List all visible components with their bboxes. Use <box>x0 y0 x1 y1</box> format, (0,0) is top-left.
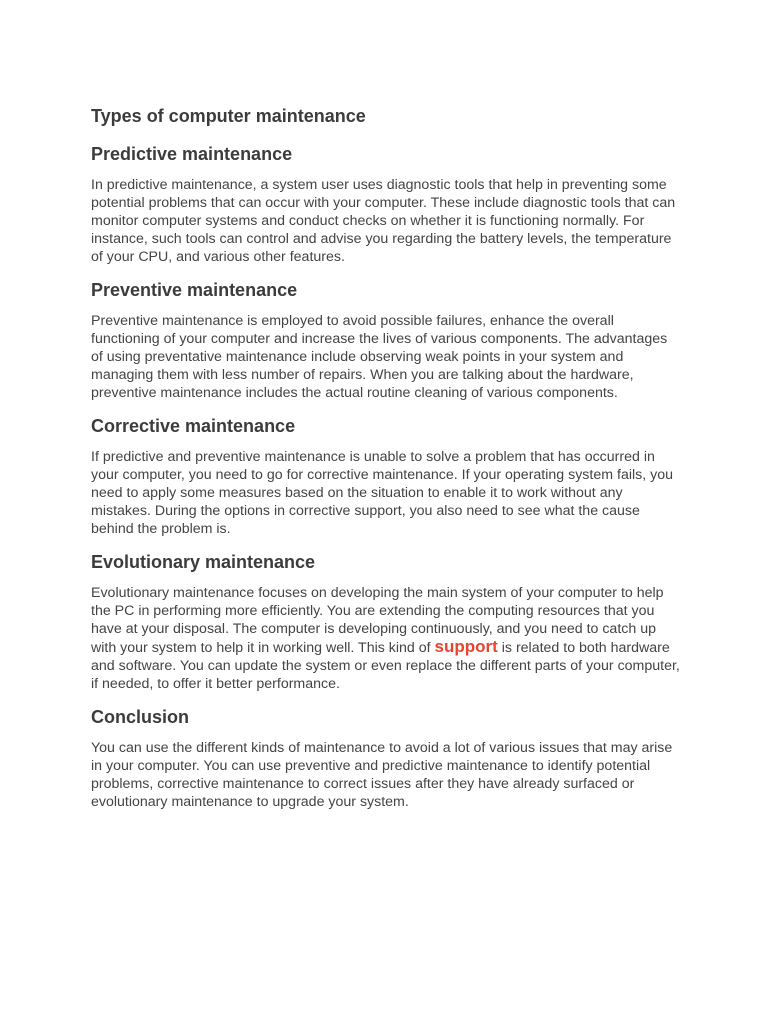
section-body-predictive: In predictive maintenance, a system user uses diagnostic tools that help in preventing some potential problems that can occur with your computer. These include diagnostic tools that can monitor computer systems and conduct checks on whether it is functioning normally. For instance, such tools can control and advise you regarding the battery levels, the temperature of your CPU, and various other features. <box>91 177 676 265</box>
section-heading-evolutionary: Evolutionary maintenance <box>91 552 316 572</box>
section-heading-conclusion: Conclusion <box>91 707 189 727</box>
section-body-conclusion: You can use the different kinds of maintenance to avoid a lot of various issues that may arise in your computer. You can use preventive and predictive maintenance to identify potential problems, corrective maintenance to correct issues after they have already surfaced or evolutionary maintenance to upgrade your system. <box>91 740 673 810</box>
section-body-evolutionary-part1: Evolutionary maintenance focuses on developing the main system of your computer to help the PC in performing more efficiently. You are extending the computing resources that you have at your disposal. The computer is developing continuously, and you need to catch up with your system to help it in working well. This kind of <box>91 585 664 656</box>
document-page <box>91 104 683 823</box>
section-evolutionary <box>91 550 683 693</box>
section-body-evolutionary <box>91 584 683 693</box>
section-heading-preventive: Preventive maintenance <box>91 280 298 300</box>
section-body-evolutionary-part2: is related to both hardware and software. You can update the system or even replace the different parts of your computer, if needed, to offer it better performance. <box>91 640 680 692</box>
section-corrective <box>91 414 683 538</box>
section-predictive <box>91 142 683 266</box>
document-title: Types of computer maintenance <box>91 106 366 126</box>
support-link[interactable]: support <box>434 637 498 656</box>
section-body-preventive: Preventive maintenance is employed to avoid possible failures, enhance the overall functioning of your computer and increase the lives of various components. The advantages of using preventative maintenance include observing weak points in your system and managing them with less number of repairs. When you are talking about the hardware, preventive maintenance includes the actual routine cleaning of various components. <box>91 313 668 401</box>
section-preventive <box>91 278 683 402</box>
section-heading-corrective: Corrective maintenance <box>91 416 296 436</box>
section-conclusion <box>91 705 683 811</box>
section-heading-predictive: Predictive maintenance <box>91 144 293 164</box>
section-body-corrective: If predictive and preventive maintenance is unable to solve a problem that has occurred in your computer, you need to go for corrective maintenance. If your operating system fails, you need to apply some measures based on the situation to enable it to work without any mistakes. During the options in corrective support, you also need to see what the cause behind the problem is. <box>91 449 673 537</box>
